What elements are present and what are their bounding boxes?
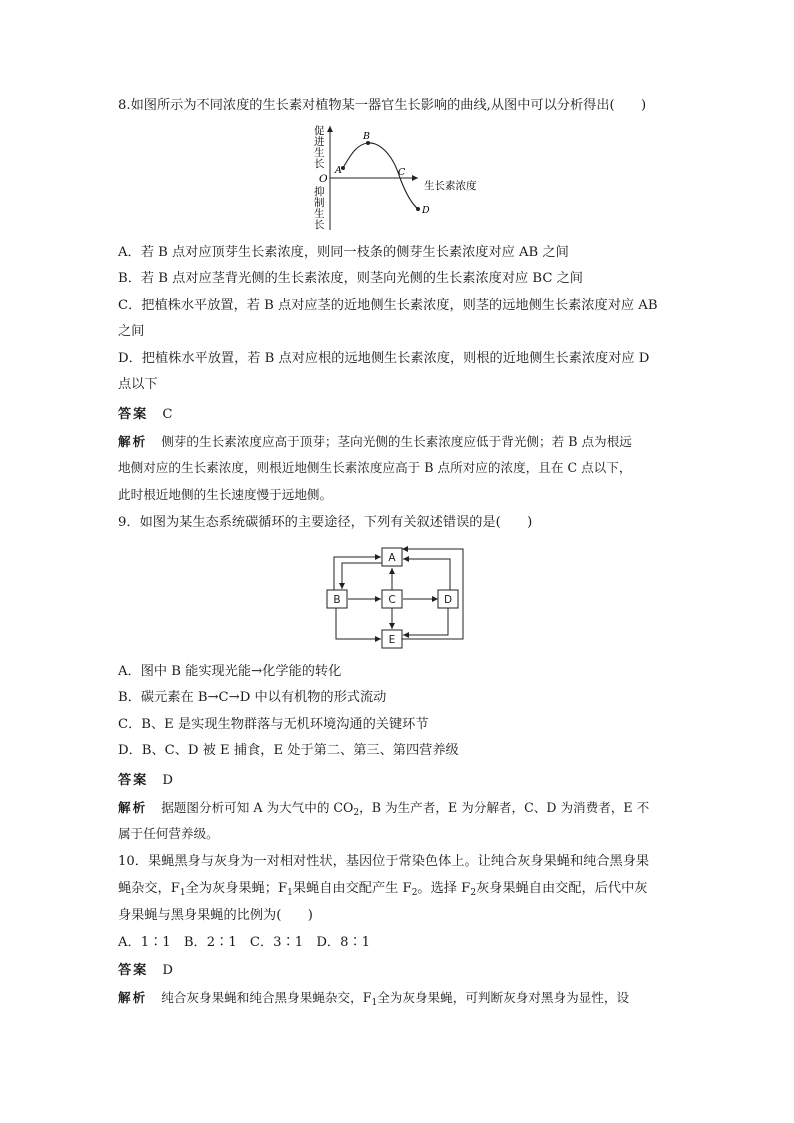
- subscript: 2: [353, 808, 360, 818]
- subscript: 1: [287, 888, 293, 898]
- q8-analysis-line1: [118, 432, 632, 452]
- q10-answer: [118, 961, 173, 981]
- stem-text: 蝇杂交，F: [118, 881, 180, 896]
- q10-stem-line3: 身果蝇与黑身果蝇的比例为( ): [118, 908, 313, 923]
- y-top-label-4: 长: [314, 158, 325, 170]
- point-d-marker: [416, 207, 420, 211]
- q8-growth-curve-graph: [300, 122, 490, 232]
- origin-label: O: [319, 173, 328, 185]
- y-top-label-2: 进: [314, 136, 325, 148]
- q8-option-d-line2: 点以下: [118, 377, 158, 392]
- point-a-label: A: [335, 165, 342, 176]
- analysis-label: 解析: [118, 800, 148, 815]
- subscript: 2: [411, 888, 418, 898]
- x-axis-label: 生长素浓度: [424, 180, 477, 192]
- q8-stem: 8.如图所示为不同浓度的生长素对植物某一器官生长影响的曲线,从图中可以分析得出( ): [118, 98, 647, 113]
- q8-option-c-line2: 之间: [118, 324, 145, 339]
- q8-analysis-line2: 地侧对应的生长素浓度，则根近地侧生长素浓度应高于 B 点所对应的浓度，且在 C 点以下，: [118, 460, 632, 475]
- q9-option-b: B．碳元素在 B→C→D 中以有机物的形式流动: [118, 690, 387, 705]
- q10-stem-line1: 10．果蝇黑身与灰身为一对相对性状，基因位于常染色体上。让纯合灰身果蝇和纯合黑身果: [118, 854, 650, 869]
- q9-option-a: A．图中 B 能实现光能→化学能的转化: [118, 664, 342, 679]
- analysis-label: 解析: [118, 990, 148, 1005]
- q9-answer: [118, 771, 173, 791]
- q9-option-c: C．B、E 是实现生物群落与无机环境沟通的关键环节: [118, 717, 429, 732]
- analysis-text: 据题图分析可知 A 为大气中的 CO: [161, 800, 354, 815]
- q9-analysis-line1: [118, 798, 649, 818]
- y-bottom-label-3: 生: [314, 208, 325, 220]
- node-a-label: A: [388, 552, 396, 564]
- q10-stem-line2: [118, 879, 648, 899]
- q8-option-c-line1: C．把植株水平放置，若 B 点对应茎的近地侧生长素浓度，则茎的远地侧生长素浓度对应 AB: [118, 298, 658, 313]
- answer-value: D: [162, 963, 173, 978]
- y-bottom-label-4: 长: [314, 219, 325, 231]
- analysis-text: 纯合灰身果蝇和纯合黑身果蝇杂交，F: [161, 990, 372, 1005]
- q9-option-d: D．B、C、D 被 E 捕食，E 处于第二、第三、第四营养级: [118, 743, 459, 758]
- subscript: 1: [371, 998, 378, 1008]
- q10-analysis-line1: [118, 988, 629, 1008]
- answer-label: 答案: [118, 963, 149, 978]
- node-e-label: E: [388, 634, 396, 646]
- point-c-label: C: [398, 167, 406, 178]
- answer-value: D: [162, 773, 173, 788]
- analysis-label: 解析: [118, 434, 148, 449]
- node-d-label: D: [443, 594, 453, 606]
- q9-analysis-line2: 属于任何营养级。: [118, 826, 219, 841]
- stem-text: 灰身果蝇自由交配，后代中灰: [476, 881, 648, 896]
- analysis-text: 全为灰身果蝇，可判断灰身对黑身为显性，设: [377, 990, 630, 1005]
- y-top-label-1: 促: [314, 125, 325, 137]
- q8-option-d-line1: D．把植株水平放置，若 B 点对应根的远地侧生长素浓度，则根的近地侧生长素浓度对应 D: [118, 351, 650, 366]
- y-bottom-label-2: 制: [314, 197, 325, 209]
- node-c-label: C: [388, 594, 396, 606]
- stem-text: 。选择 F: [417, 881, 471, 896]
- node-b-label: B: [333, 594, 341, 606]
- point-d-label: D: [422, 205, 430, 216]
- subscript: 2: [470, 888, 477, 898]
- analysis-text: ，B 为生产者，E 为分解者，C、D 为消费者，E 不: [359, 800, 650, 815]
- q9-carbon-cycle-diagram: [320, 543, 470, 653]
- q10-options: A．1∶1 B．2∶1 C．3∶1 D．8∶1: [118, 935, 371, 950]
- growth-curve: [343, 143, 418, 209]
- analysis-text: 侧芽的生长素浓度应高于顶芽；茎向光侧的生长素浓度应低于背光侧；若 B 点为根远: [161, 434, 632, 449]
- stem-text: 全为灰身果蝇；F: [185, 881, 288, 896]
- answer-label: 答案: [118, 773, 149, 788]
- q8-option-b: B．若 B 点对应茎背光侧的生长素浓度，则茎向光侧的生长素浓度对应 BC 之间: [118, 271, 583, 286]
- subscript: 1: [179, 888, 186, 898]
- answer-label: 答案: [118, 407, 149, 422]
- y-top-label-3: 生: [314, 147, 325, 159]
- stem-text: 果蝇自由交配产生 F: [292, 881, 412, 896]
- y-bottom-label-1: 抑: [314, 186, 325, 198]
- q8-analysis-line3: 此时根近地侧的生长速度慢于远地侧。: [118, 487, 333, 502]
- q8-option-a: A．若 B 点对应顶芽生长素浓度，则同一枝条的侧芽生长素浓度对应 AB 之间: [118, 245, 569, 260]
- q9-stem: 9．如图为某生态系统碳循环的主要途径，下列有关叙述错误的是( ): [118, 515, 533, 530]
- point-b-label: B: [363, 131, 370, 142]
- answer-value: C: [162, 407, 173, 422]
- q8-answer: [118, 405, 172, 425]
